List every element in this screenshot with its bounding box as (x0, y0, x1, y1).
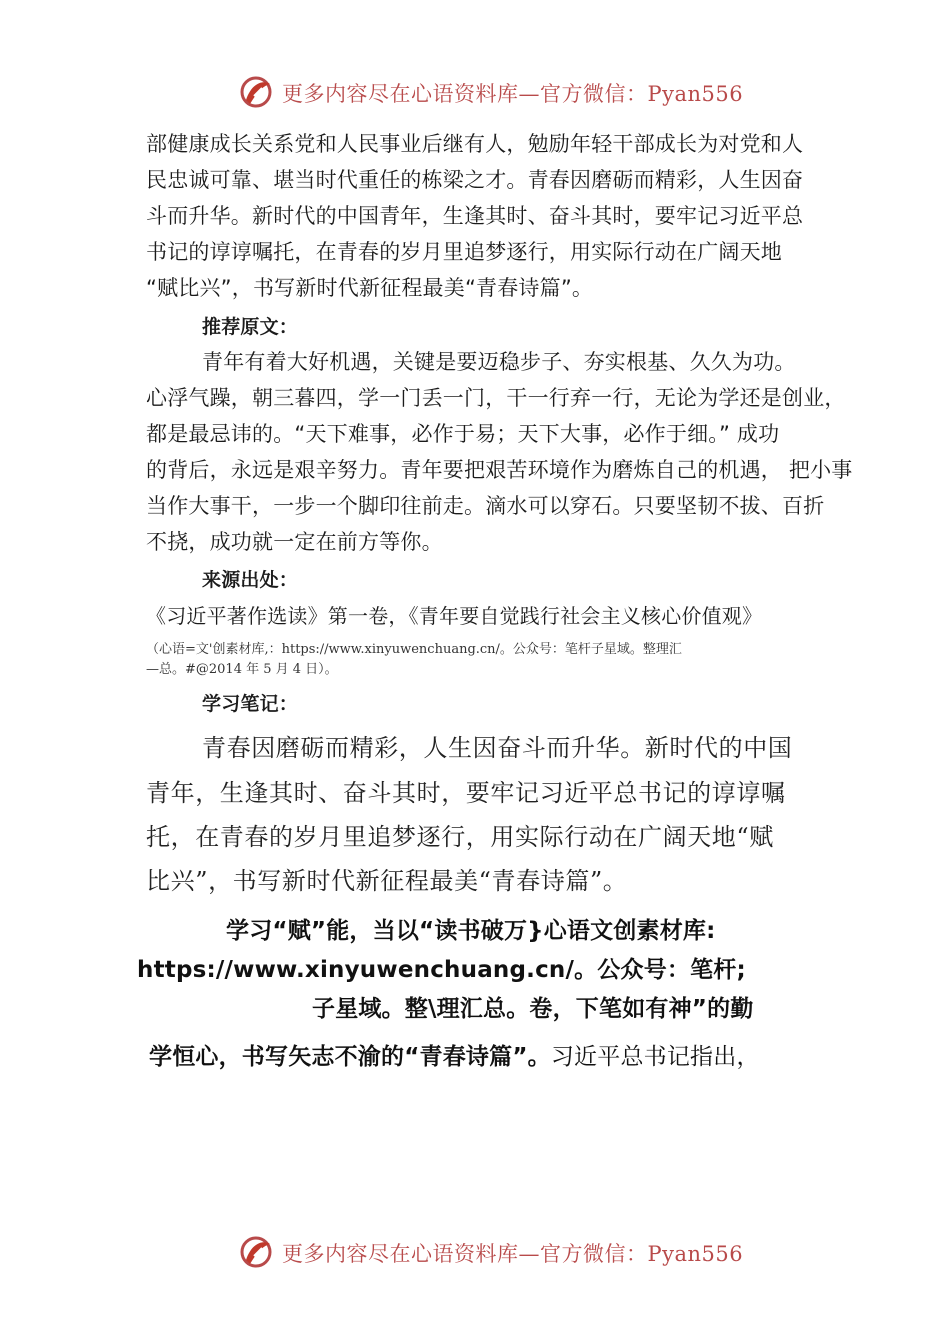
recommend-heading: 推荐原文： (202, 316, 299, 338)
recommend-line: 当作大事干，一步一个脚印往前走。滴水可以穿石。只要坚韧不拔、百折 (146, 494, 825, 518)
recommend-line: 都是最忌讳的。“天下难事，必作于易；天下大事，必作于细。” 成功 (146, 422, 780, 446)
recommend-line: 的背后，永远是艰辛努力。青年要把艰苦环境作为磨炼自己的机遇， 把小事 (146, 458, 853, 482)
source-note-line: （心语=文'创素材库,：https://www.xinyuwenchuang.cn/。公众号：笔杆子星域。整理汇 (146, 642, 682, 657)
recommend-line: 青年有着大好机遇，关键是要迈稳步子、夯实根基、久久为功。 (202, 350, 796, 374)
bold-line: https://www.xinyuwenchuang.cn/。公众号：笔杆; (137, 957, 746, 983)
intro-line: 书记的谆谆嘱托，在青春的岁月里追梦逐行，用实际行动在广阔天地 (146, 240, 782, 264)
header-banner-text: 更多内容尽在心语资料库—官方微信：Pyan556 (282, 82, 744, 106)
notes-line: 青年，生逢其时、奋斗其时，要牢记习近平总书记的谆谆嘱 (146, 779, 786, 807)
brand-logo-icon (238, 1234, 276, 1270)
intro-line: 斗而升华。新时代的中国青年，生逢其时、奋斗其时，要牢记习近平总 (146, 204, 804, 228)
intro-line: “赋比兴”，书写新时代新征程最美“青春诗篇”。 (146, 276, 594, 300)
intro-line: 部健康成长关系党和人民事业后继有人，勉励年轻干部成长为对党和人 (146, 132, 804, 156)
last-line-plain: 习近平总书记指出， (550, 1044, 760, 1070)
last-line (149, 1038, 760, 1071)
brand-logo-icon (238, 74, 276, 110)
intro-line: 民忠诚可靠、堪当时代重任的栋梁之才。青春因磨砺而精彩，人生因奋 (146, 168, 804, 192)
notes-line: 青春因磨砺而精彩，人生因奋斗而升华。新时代的中国 (202, 734, 793, 762)
header-banner (0, 70, 950, 114)
notes-line: 比兴”，书写新时代新征程最美“青春诗篇”。 (146, 867, 628, 895)
recommend-line: 不挠，成功就一定在前方等你。 (146, 530, 443, 554)
notes-heading: 学习笔记： (202, 693, 299, 715)
bold-line: 学习“赋”能，当以“读书破万}心语文创素材库: (226, 918, 716, 944)
recommend-line: 心浮气躁，朝三暮四，学一门丢一门，干一行弃一行，无论为学还是创业， (146, 386, 846, 410)
notes-line: 托，在青春的岁月里追梦逐行，用实际行动在广阔天地“赋 (146, 823, 774, 851)
source-note-line: —总。#@2014 年 5 月 4 日）。 (146, 662, 338, 677)
bold-line: 子星域。整\理汇总。卷，下笔如有神”的勤 (312, 996, 754, 1022)
footer-banner (0, 1230, 950, 1274)
last-line-bold: 学恒心，书写矢志不渝的“青春诗篇”。 (149, 1044, 551, 1070)
source-line: 《习近平著作选读》第一卷，《青年要自觉践行社会主义核心价值观》 (146, 604, 763, 628)
footer-banner-text: 更多内容尽在心语资料库—官方微信：Pyan556 (282, 1242, 744, 1266)
source-heading: 来源出处： (202, 569, 299, 591)
